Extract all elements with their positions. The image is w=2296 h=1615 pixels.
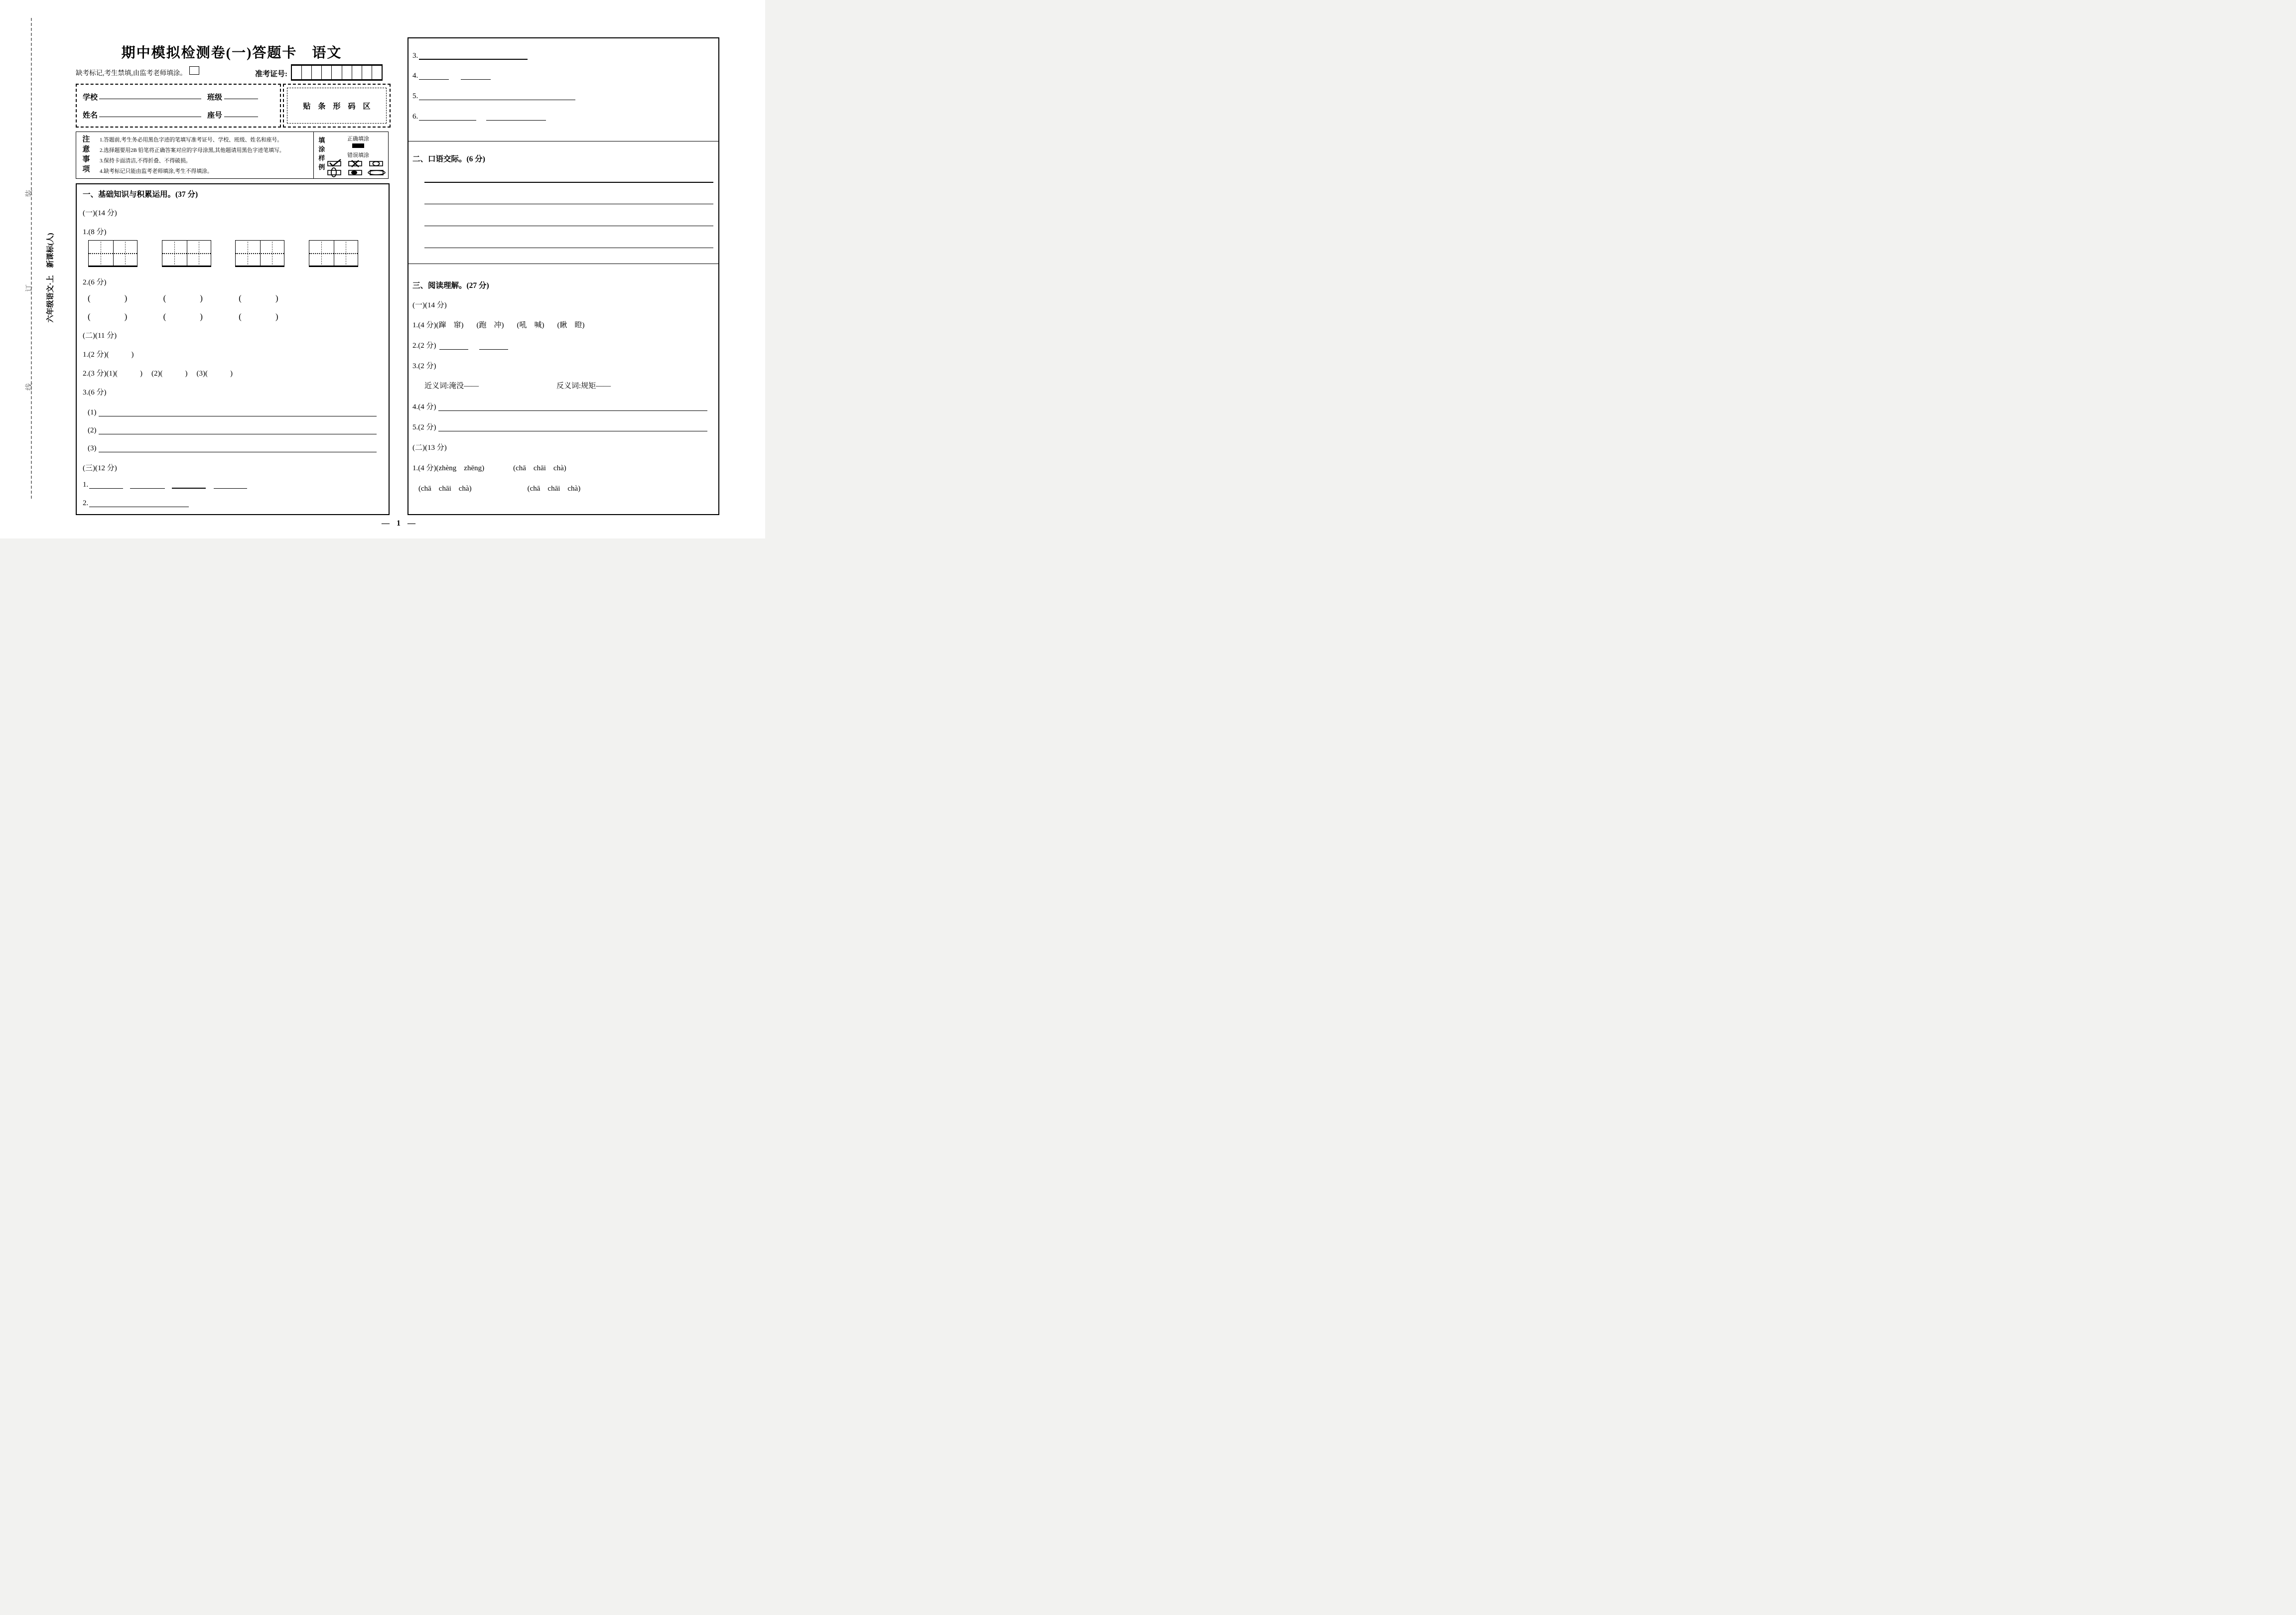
writing-grid-group[interactable] — [309, 240, 358, 267]
section3-heading: 三、阅读理解。(27 分) — [412, 281, 489, 290]
name-label: 姓名 — [83, 112, 98, 120]
wrong-fill-tall-ellipse-icon — [325, 167, 343, 177]
absent-mark-box[interactable] — [189, 66, 199, 75]
wrong-fill-partial-icon — [346, 167, 364, 177]
seat-label: 座号 — [207, 112, 223, 120]
admission-number-grid — [291, 64, 383, 81]
section1-q1-label: 1.(8 分) — [83, 228, 107, 236]
s3-q3-label: 3.(2 分) — [412, 362, 436, 370]
answer-paren-blank[interactable]: ( ) — [239, 312, 278, 321]
right-answer-box — [407, 37, 719, 515]
binding-mark-xian: 线 — [25, 383, 34, 391]
answer-blank[interactable] — [130, 481, 165, 489]
binding-mark-ding: 订 — [25, 284, 34, 292]
admission-digit-cell[interactable] — [311, 66, 321, 79]
answer-blank[interactable] — [89, 499, 189, 507]
wrong-fill-check-icon — [325, 159, 343, 168]
page-number — [349, 519, 448, 528]
correct-fill-label: 正确填涂 — [347, 136, 369, 142]
part2-q3-label: 3.(6 分) — [83, 389, 107, 397]
class-label: 班级 — [207, 94, 223, 102]
name-blank[interactable] — [99, 109, 201, 117]
left-answer-box — [76, 183, 390, 515]
class-blank[interactable] — [224, 91, 258, 99]
writing-grid-group[interactable] — [162, 240, 211, 267]
admission-digit-cell[interactable] — [342, 66, 352, 79]
word-choice-pair[interactable]: (蹿 窜) — [436, 321, 464, 329]
notice-divider — [313, 132, 314, 178]
q3-label: 3. — [412, 52, 418, 60]
part2-q2-label: 2.(3 分) — [83, 370, 107, 378]
admission-digit-cell[interactable] — [331, 66, 341, 79]
answer-paren-blank[interactable]: ( ) — [88, 312, 128, 321]
sub-question-label: (1) — [106, 370, 115, 378]
grid-dotted-midline — [162, 253, 211, 254]
admission-number-label: 准考证号: — [255, 70, 287, 78]
admission-digit-cell[interactable] — [292, 66, 301, 79]
sub-question-label: (2) — [151, 370, 160, 378]
page-number-right-dash: — — [407, 519, 415, 528]
answer-blank[interactable] — [89, 481, 123, 489]
word-choice-pair[interactable]: (吼 喊) — [517, 321, 544, 329]
page-number-left-dash: — — [382, 519, 390, 528]
answer-ruled-line[interactable] — [424, 182, 713, 183]
sub-question-label: (2) — [88, 426, 97, 434]
word-choice-pair[interactable]: (跑 冲) — [476, 321, 504, 329]
sub-question-label: (3) — [88, 444, 97, 452]
sub-question-label: (1) — [88, 408, 97, 416]
binding-mark-zhuang: 装 — [25, 189, 34, 198]
sub-question-label: (3) — [196, 370, 205, 378]
notice-box — [76, 132, 389, 179]
admission-digit-cell[interactable] — [372, 66, 382, 79]
admission-digit-cell[interactable] — [301, 66, 311, 79]
answer-blank[interactable] — [479, 342, 508, 350]
s3-q5-label: 5.(2 分) — [412, 423, 436, 431]
school-blank[interactable] — [99, 91, 201, 99]
section1-part3-label: (三)(12 分) — [83, 464, 117, 472]
barcode-label: 贴 条 形 码 区 — [303, 102, 371, 111]
wrong-fill-x-icon — [346, 159, 364, 168]
admission-digit-cell[interactable] — [352, 66, 362, 79]
absent-mark-note: 缺考标记,考生禁填,由监考老师填涂。 — [76, 69, 187, 77]
pinyin-choice-group[interactable]: (chā chāi chà) — [527, 485, 581, 493]
answer-blank[interactable] — [486, 113, 546, 121]
answer-blank[interactable] — [214, 481, 247, 489]
notice-item-1: 1.答题前,考生务必用黑色字迹的笔填写准考证号、学校、班级、姓名和座号。 — [100, 137, 283, 143]
notice-item-2: 2.选择题要用2B 铅笔将正确答案对应的字母涂黑,其他题请用黑色字迹笔填写。 — [100, 147, 285, 153]
grid-dotted-midline — [309, 253, 358, 254]
answer-paren-blank[interactable]: ( ) — [115, 370, 142, 378]
answer-blank[interactable] — [172, 480, 206, 489]
answer-line[interactable] — [99, 426, 377, 434]
part3-q2-label: 2. — [83, 499, 89, 507]
section3-part1-label: (一)(14 分) — [412, 301, 447, 309]
q6-label: 6. — [412, 113, 418, 121]
page-title: 期中模拟检测卷(一)答题卡 语文 — [121, 45, 342, 61]
answer-blank[interactable] — [438, 403, 707, 411]
section1-part2-label: (二)(11 分) — [83, 332, 117, 340]
s3-p2-q1-label: 1.(4 分) — [412, 464, 436, 472]
writing-grid-group[interactable] — [235, 240, 284, 267]
admission-digit-cell[interactable] — [321, 66, 331, 79]
answer-line[interactable] — [99, 408, 377, 416]
pinyin-choice-group[interactable]: (chā chāi chà) — [418, 485, 472, 493]
section1-q2-label: 2.(6 分) — [83, 278, 107, 286]
barcode-inner-frame — [287, 88, 387, 124]
s3-q2-label: 2.(2 分) — [412, 342, 436, 350]
wrong-fill-label: 错误填涂 — [347, 152, 369, 158]
correct-fill-icon — [352, 143, 364, 148]
synonym-prompt: 近义词:淹没—— — [424, 382, 479, 390]
answer-blank[interactable] — [419, 92, 575, 100]
seat-blank[interactable] — [224, 109, 258, 117]
page-number-value: 1 — [397, 519, 401, 528]
answer-blank[interactable] — [439, 342, 468, 350]
section1-heading: 一、基础知识与积累运用。(37 分) — [83, 190, 198, 199]
wrong-fill-wide-ellipse-icon — [367, 167, 387, 177]
answer-blank[interactable] — [419, 113, 476, 121]
part2-q1-label: 1.(2 分) — [83, 351, 107, 359]
answer-paren-blank[interactable]: ( ) — [163, 293, 203, 303]
grid-dotted-midline — [236, 253, 284, 254]
answer-blank[interactable] — [438, 423, 707, 431]
notice-vertical-title: 注意事项 — [82, 135, 90, 173]
s3-q4-label: 4.(4 分) — [412, 403, 436, 411]
pinyin-choice-group[interactable]: (chā chāi chà) — [513, 464, 566, 472]
answer-paren-blank[interactable]: ( ) — [88, 293, 128, 303]
section2-heading: 二、口语交际。(6 分) — [412, 155, 485, 163]
answer-paren-blank[interactable]: ( ) — [239, 293, 278, 303]
barcode-area[interactable] — [283, 84, 391, 128]
admission-digit-cell[interactable] — [362, 66, 372, 79]
wrong-fill-circle-icon — [367, 159, 385, 168]
answer-sheet-page — [0, 0, 765, 538]
answer-blank[interactable] — [419, 51, 528, 60]
grid-dotted-midline — [89, 253, 137, 254]
answer-paren-blank[interactable]: ( ) — [163, 312, 203, 321]
answer-paren-blank[interactable]: ( ) — [205, 370, 233, 378]
answer-line[interactable] — [99, 444, 377, 452]
answer-blank[interactable] — [461, 72, 491, 80]
answer-paren-blank[interactable]: ( ) — [160, 370, 188, 378]
pinyin-choice-group[interactable]: (zhèng zhēng) — [436, 464, 485, 472]
s3-q1-label: 1.(4 分) — [412, 321, 436, 329]
writing-grid-group[interactable] — [88, 240, 137, 267]
q5-label: 5. — [412, 92, 418, 100]
word-choice-pair[interactable]: (瞅 瞪) — [557, 321, 585, 329]
section3-part2-label: (二)(13 分) — [412, 444, 447, 452]
antonym-prompt: 反义词:规矩—— — [556, 382, 611, 390]
q4-label: 4. — [412, 72, 418, 80]
section1-part1-label: (一)(14 分) — [83, 209, 117, 217]
sidebar-grade-label: 六年级语文·上 新课标(人) — [46, 233, 55, 323]
notice-item-4: 4.缺考标记只能由监考老师填涂,考生不得填涂。 — [100, 168, 213, 174]
school-label: 学校 — [83, 94, 98, 102]
fill-sample-vertical-title: 填涂样例 — [318, 136, 325, 171]
answer-paren-blank[interactable]: ( ) — [106, 351, 134, 359]
notice-item-3: 3.保持卡面清洁,不得折叠、不得破损。 — [100, 158, 191, 164]
part3-q1-label: 1. — [83, 481, 89, 489]
student-info-box — [76, 84, 281, 128]
binding-dashed-line — [31, 18, 32, 499]
answer-blank[interactable] — [419, 72, 449, 80]
